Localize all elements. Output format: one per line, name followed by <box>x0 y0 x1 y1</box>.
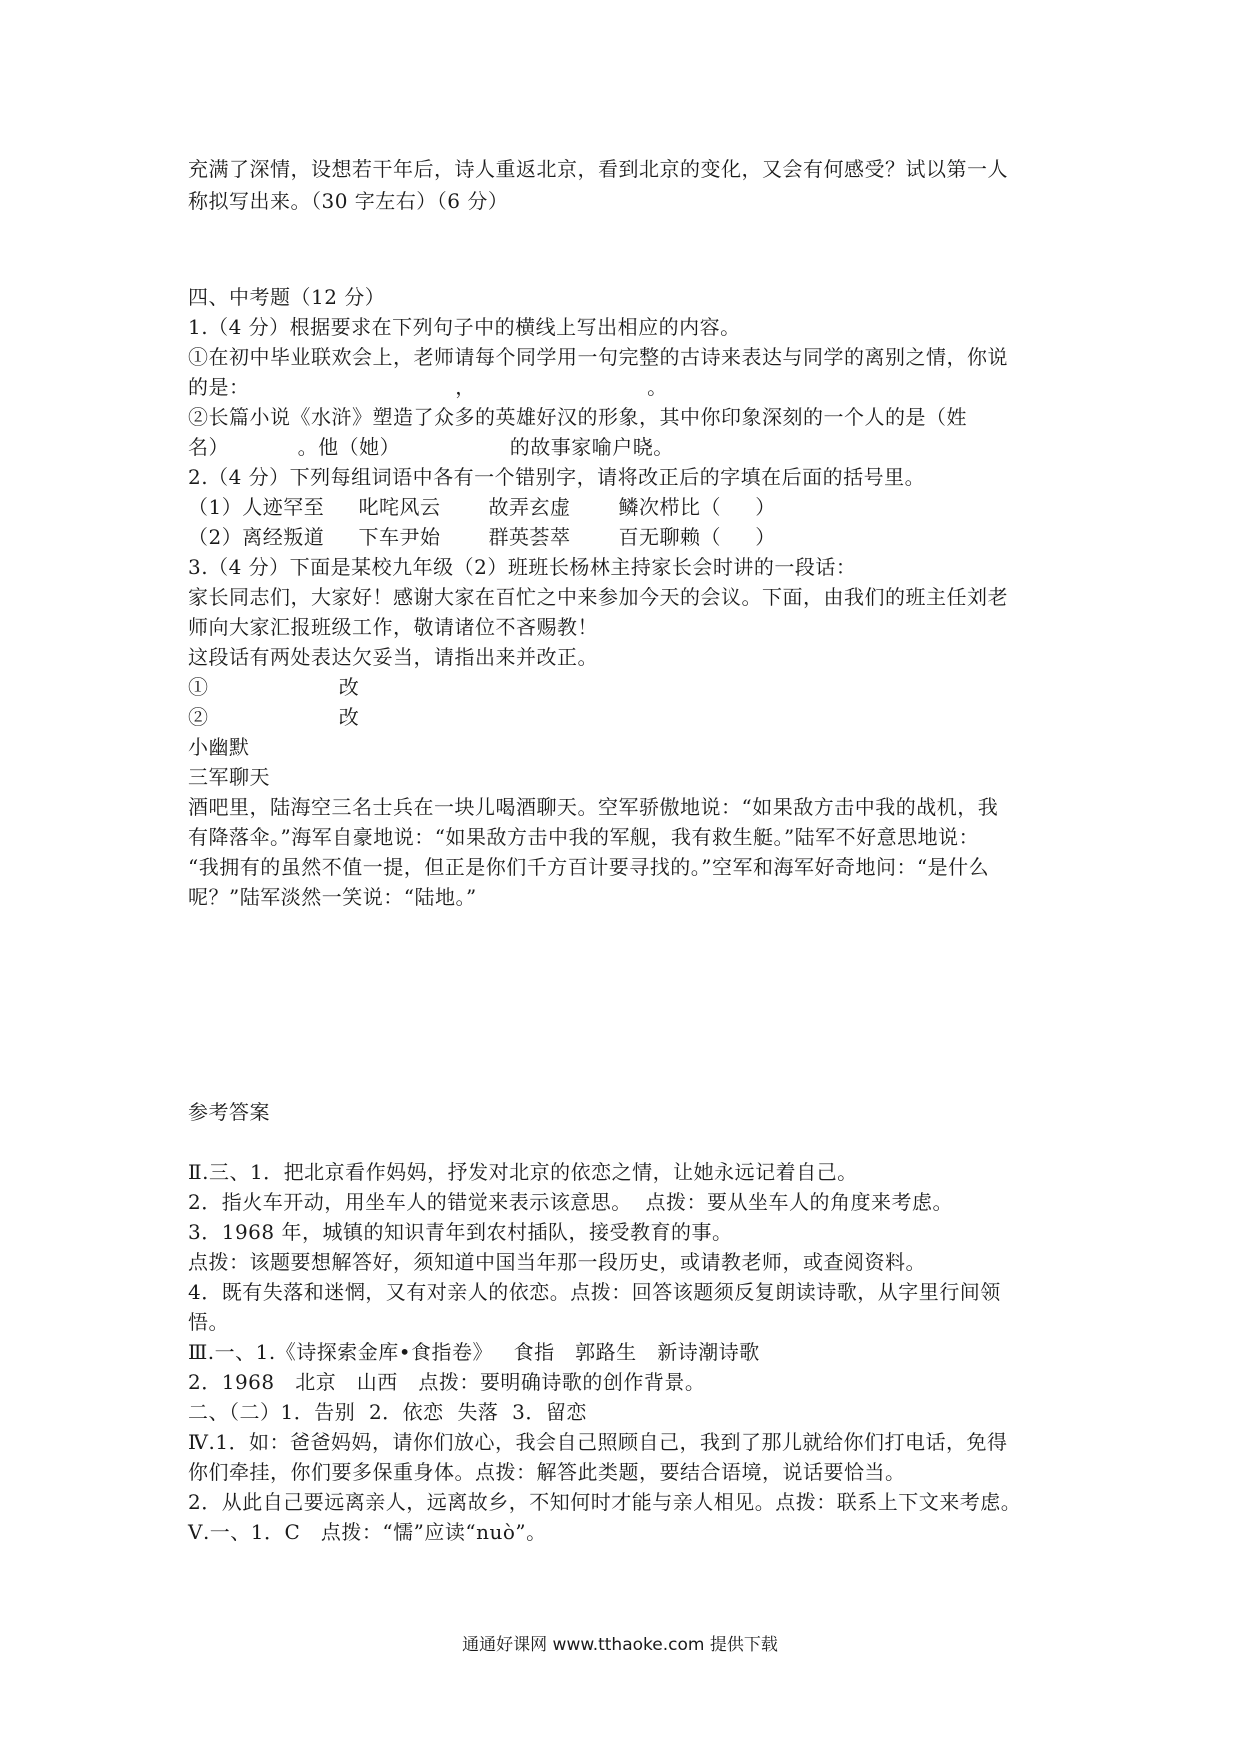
question-1-item-2-line-2: 名） 。他（她） 的故事家喻户晓。 <box>188 435 674 459</box>
humor-line-4: 呢？”陆军淡然一笑说：“陆地。” <box>188 885 477 909</box>
humor-line-1: 酒吧里，陆海空三名士兵在一块儿喝酒聊天。空军骄傲地说：“如果敌方击中我的战机，我 <box>188 795 999 819</box>
question-3-speech-line-1: 家长同志们，大家好！感谢大家在百忙之中来参加今天的会议。下面，由我们的班主任刘老 <box>188 585 1008 609</box>
humor-line-3: “我拥有的虽然不值一提，但正是你们千方百计要寻找的。”空军和海军好奇地问：“是什么 <box>188 855 990 879</box>
answer-line: 悟。 <box>188 1310 229 1334</box>
answer-line: 2．指火车开动，用坐车人的错觉来表示该意思。 点拨：要从坐车人的角度来考虑。 <box>188 1190 953 1214</box>
question-1-stem: 1.（4 分）根据要求在下列句子中的横线上写出相应的内容。 <box>188 315 741 339</box>
question-3-speech-line-2: 师向大家汇报班级工作，敬请诸位不吝赐教！ <box>188 615 598 639</box>
question-3-blank-1: ① 改 <box>188 675 360 699</box>
answer-line: Ⅲ.一、1.《诗探索金库•食指卷》 食指 郭路生 新诗潮诗歌 <box>188 1340 760 1364</box>
question-2-stem: 2.（4 分）下列每组词语中各有一个错别字，请将改正后的字填在后面的括号里。 <box>188 465 926 489</box>
question-1-item-2-line-1: ②长篇小说《水浒》塑造了众多的英雄好汉的形象，其中你印象深刻的一个人的是（姓 <box>188 405 967 429</box>
answer-line: 2．从此自己要远离亲人，远离故乡，不知何时才能与亲人相见。点拨：联系上下文来考虑。 <box>188 1490 1022 1514</box>
question-2-row-2: （2）离经叛道 下车尹始 群英荟萃 百无聊赖（ ） <box>188 525 776 549</box>
answers-heading: 参考答案 <box>188 1100 270 1124</box>
question-3-instruction: 这段话有两处表达欠妥当，请指出来并改正。 <box>188 645 598 669</box>
answer-line: 2．1968 北京 山西 点拨：要明确诗歌的创作背景。 <box>188 1370 706 1394</box>
humor-label: 小幽默 <box>188 735 250 759</box>
question-2-row-1: （1）人迹罕至 叱咤风云 故弄玄虚 鳞次栉比（ ） <box>188 495 776 519</box>
answer-line: 4．既有失落和迷惘，又有对亲人的依恋。点拨：回答该题须反复朗读诗歌，从字里行间领 <box>188 1280 1001 1304</box>
section-4-heading: 四、中考题（12 分） <box>188 285 386 309</box>
answer-line: Ⅳ.1．如：爸爸妈妈，请你们放心，我会自己照顾自己，我到了那儿就给你们打电话，免得 <box>188 1430 1008 1454</box>
question-1-item-1-line-1: ①在初中毕业联欢会上，老师请每个同学用一句完整的古诗来表达与同学的离别之情，你说 <box>188 345 1008 369</box>
question-3-stem: 3.（4 分）下面是某校九年级（2）班班长杨林主持家长会时讲的一段话： <box>188 555 857 579</box>
answer-line: Ⅱ.三、1．把北京看作妈妈，抒发对北京的依恋之情，让她永远记着自己。 <box>188 1160 858 1184</box>
humor-line-2: 有降落伞。”海军自豪地说：“如果敌方击中我的军舰，我有救生艇。”陆军不好意思地说： <box>188 825 980 849</box>
answer-line: Ⅴ.一、1．C 点拨：“懦”应读“nuò”。 <box>188 1520 547 1544</box>
page-footer: 通通好课网 www.tthaoke.com 提供下载 <box>462 1635 778 1655</box>
question-3-blank-2: ② 改 <box>188 705 360 729</box>
humor-title: 三军聊天 <box>188 765 270 789</box>
answer-line: 你们牵挂，你们要多保重身体。点拨：解答此类题，要结合语境，说话要恰当。 <box>188 1460 906 1484</box>
answer-line: 3．1968 年，城镇的知识青年到农村插队，接受教育的事。 <box>188 1220 733 1244</box>
intro-line-1: 充满了深情，设想若干年后，诗人重返北京，看到北京的变化，又会有何感受？试以第一人 <box>188 157 1008 181</box>
answer-line: 点拨：该题要想解答好，须知道中国当年那一段历史，或请教老师，或查阅资料。 <box>188 1250 926 1274</box>
answer-line: 二、（二）1．告别 2．依恋 失落 3．留恋 <box>188 1400 587 1424</box>
question-1-item-1-line-2: 的是： ， 。 <box>188 375 668 399</box>
intro-line-2: 称拟写出来。（30 字左右）（6 分） <box>188 189 509 213</box>
